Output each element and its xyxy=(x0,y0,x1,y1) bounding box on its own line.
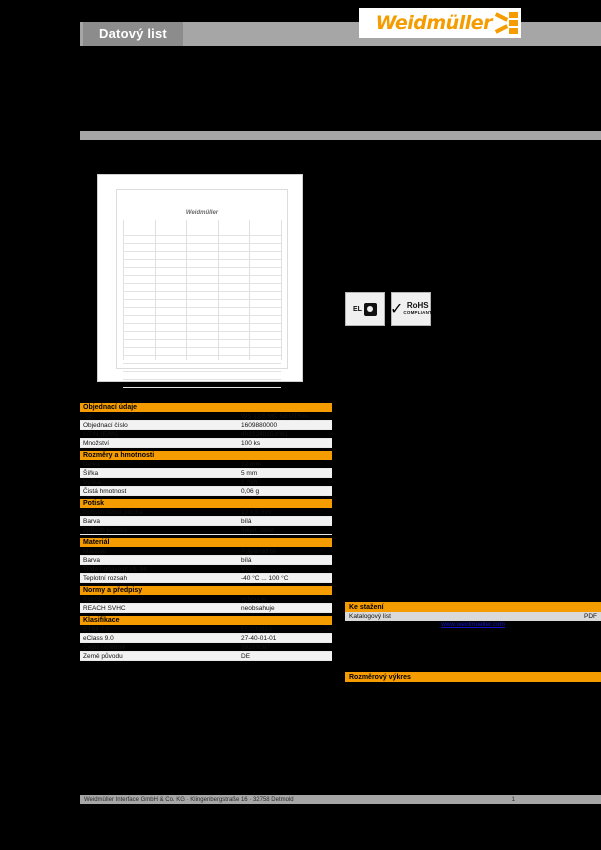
table-row: Barva bílá xyxy=(80,517,332,526)
dimensions-block xyxy=(345,672,601,682)
download-format: PDF xyxy=(584,613,597,620)
table-row: Teplotní rozsah -40 °C ... 100 °C xyxy=(80,574,332,583)
table-row: Třída hořlavosti UL 94 V-0 xyxy=(80,565,332,574)
section-header: Rozměry a hmotnosti xyxy=(80,451,332,460)
product-image-sheet xyxy=(116,189,288,369)
table-row: eClass 9.0 27-40-01-01 xyxy=(80,634,332,643)
table-row: Země původu DE xyxy=(80,652,332,661)
table-row: Potisknutelná plocha 12 x 5 mm xyxy=(80,508,332,517)
section-header: Potisk xyxy=(80,499,332,508)
product-subtitle: Označovač, Označovací štítek, 12 x 5 mm, Potisknutelná plocha: 12 x 5 mm, bílá xyxy=(84,84,479,96)
table-row: Šířka 5 mm xyxy=(80,469,332,478)
table-row: Délka 12 mm xyxy=(80,460,332,469)
downloads-header: Ke stažení xyxy=(345,602,601,612)
table-row: Celní sazebník 39269097 xyxy=(80,643,332,652)
table-row: Materiál Polyamid 66 xyxy=(80,547,332,556)
specification-table xyxy=(80,400,332,661)
website-link[interactable]: www.weidmueller.com xyxy=(441,621,505,628)
table-row: ETIM 7.0 EC000963 xyxy=(80,625,332,634)
dimensions-header: Rozměrový výkres xyxy=(345,672,601,682)
table-row: RoHS vyhovuje xyxy=(80,595,332,604)
weidmueller-logo xyxy=(359,8,521,38)
table-row: Objednací číslo 1609880000 xyxy=(80,421,332,430)
page-title: WS 12/5 MC NEUTRAL xyxy=(84,62,245,79)
document-type-tab: Datový list xyxy=(83,22,183,46)
downloads-block xyxy=(345,602,601,628)
section-header: Normy a předpisy xyxy=(80,586,332,595)
logo-wordmark: Weidmüller xyxy=(375,11,492,34)
table-row: Množství 100 ks xyxy=(80,439,332,448)
page-number: 1 xyxy=(511,797,515,803)
rohs-mark xyxy=(391,292,431,326)
product-image xyxy=(97,174,303,382)
table-row: GTIN (EAN) 4032248153091 xyxy=(80,430,332,439)
el-approval-mark xyxy=(345,292,385,326)
order-number: 1609880000 xyxy=(84,108,140,119)
rohs-icon: RoHS COMPLIANT xyxy=(403,301,432,315)
table-row: Způsob potisku Inkjet, laser xyxy=(80,526,332,535)
table-row: Typ WS 12/5 MC NEUTRAL xyxy=(80,412,332,421)
table-row: Barva bílá xyxy=(80,556,332,565)
footer-text: Weidmüller Interface GmbH & Co. KG · Klingenbergstraße 16 · 32758 Detmold xyxy=(84,797,294,803)
download-row xyxy=(345,612,601,621)
section-header: Materiál xyxy=(80,538,332,547)
marker-grid-rows xyxy=(123,228,281,360)
check-icon: ✓ xyxy=(390,301,404,318)
section-header: Objednací údaje xyxy=(80,403,332,412)
logo-arrow-icon xyxy=(495,12,519,34)
table-row: Výška 1 mm xyxy=(80,478,332,487)
table-row: REACH SVHC neobsahuje xyxy=(80,604,332,613)
section-header: Klasifikace xyxy=(80,616,332,625)
certification-marks xyxy=(345,292,431,326)
el-approval-icon: EL xyxy=(353,303,377,316)
product-image-brand: Weidmüller xyxy=(185,210,219,216)
table-row: Čistá hmotnost 0,06 g xyxy=(80,487,332,496)
document-page xyxy=(40,0,597,850)
download-label: Katalogový list xyxy=(349,613,391,620)
title-divider xyxy=(80,131,601,140)
